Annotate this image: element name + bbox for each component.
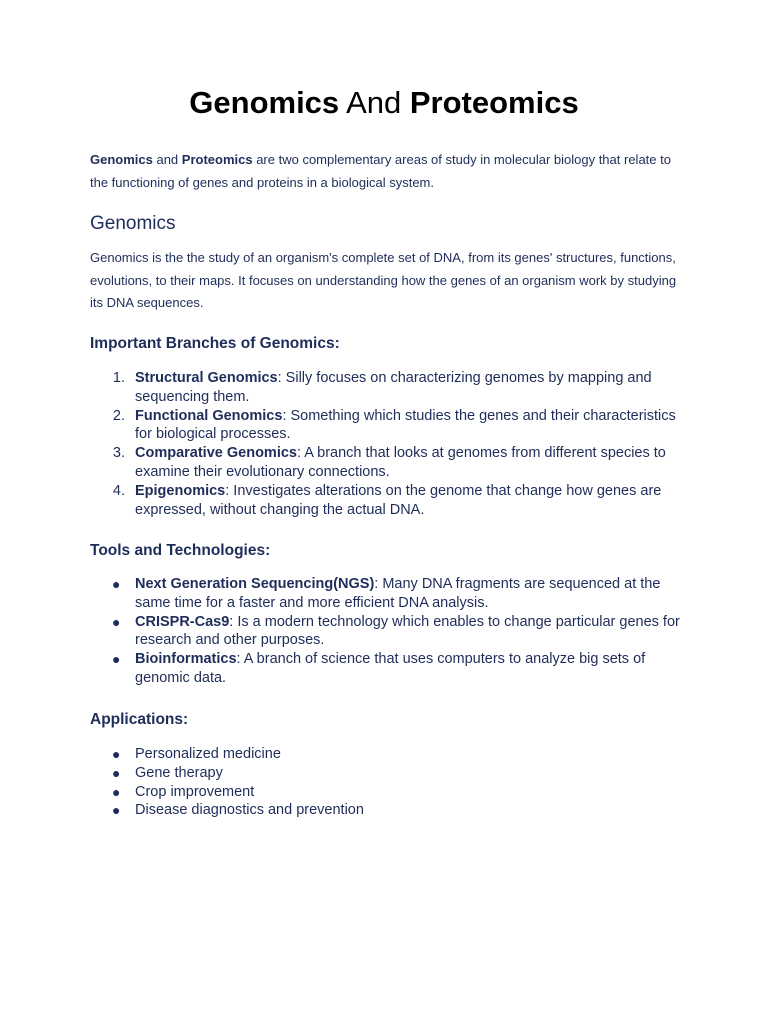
list-item-text: Personalized medicine (135, 746, 281, 762)
list-item-term: Epigenomics (135, 482, 226, 499)
title-genomics: Genomics (189, 85, 340, 120)
list-item-text: : Silly focuses on characterizing genomes by mapping and sequencing them. (135, 370, 652, 405)
bullet-icon: ● (112, 802, 121, 819)
list-item-term: Comparative Genomics (135, 445, 297, 462)
list-marker: 2. (112, 407, 125, 424)
list-marker: 4. (112, 482, 125, 499)
list-item (90, 613, 680, 651)
list-item-term: Functional Genomics (135, 407, 283, 424)
list-item-term: Next Generation Sequencing(NGS) (135, 576, 375, 592)
bullet-icon: ● (112, 783, 121, 800)
intro-term-proteomics: Proteomics (181, 152, 253, 167)
bullet-icon: ● (112, 764, 121, 781)
list-item (90, 575, 680, 613)
list-item (90, 764, 680, 783)
list-item (90, 801, 680, 820)
list-item-term: Bioinformatics (135, 651, 237, 668)
branches-heading: Important Branches of Genomics: (90, 335, 340, 352)
list-item-term: CRISPR-Cas9 (135, 613, 230, 630)
list-item-text: : Is a modern technology which enables to change particular genes for research and other purposes. (135, 613, 680, 649)
list-item (90, 745, 680, 764)
page-title (0, 84, 768, 122)
bullet-icon: ● (112, 576, 121, 592)
list-item (90, 369, 680, 407)
list-item-text: : Many DNA fragments are sequenced at the same time for a faster and more efficient DNA analysis. (135, 576, 661, 611)
tools-list (90, 575, 680, 688)
applications-list (90, 745, 680, 820)
list-item-text: Disease diagnostics and prevention (135, 802, 364, 819)
applications-heading: Applications: (90, 711, 189, 728)
list-item-text: Crop improvement (135, 783, 255, 800)
list-item-text: : A branch that looks at genomes from different species to examine their evolutionary connections. (135, 445, 666, 480)
intro-paragraph (90, 148, 680, 194)
list-item (90, 783, 680, 802)
intro-rest: are two complementary areas of study in molecular biology that relate to the functioning of genes and proteins in a biological system. (90, 152, 671, 190)
list-item-term: Structural Genomics (135, 370, 278, 386)
list-item (90, 650, 680, 688)
list-item (90, 444, 680, 482)
genomics-heading: Genomics (90, 213, 176, 234)
bullet-icon: ● (112, 613, 121, 630)
intro-and: and (152, 152, 182, 167)
list-item (90, 482, 680, 520)
bullet-icon: ● (112, 651, 121, 668)
list-item-text: : A branch of science that uses computers to analyze big sets of genomic data. (135, 651, 646, 686)
list-marker: 3. (112, 445, 125, 462)
list-item-text: Gene therapy (135, 764, 223, 781)
bullet-icon: ● (112, 746, 121, 762)
intro-term-genomics: Genomics (90, 152, 153, 167)
title-proteomics: Proteomics (409, 85, 579, 120)
genomics-paragraph: Genomics is the the study of an organism's complete set of DNA, from its genes' structures, functions, evolutions, to their maps. It focuses on understanding how the genes of an organism work by studying its DNA sequences. (90, 250, 677, 310)
list-item-text: : Something which studies the genes and their characteristics for biological processes. (135, 407, 676, 443)
list-marker: 1. (112, 370, 125, 386)
title-and: And (339, 85, 410, 120)
branches-list (90, 369, 680, 519)
list-item (90, 407, 680, 445)
tools-heading: Tools and Technologies: (90, 542, 271, 559)
list-item-text: : Investigates alterations on the genome that change how genes are expressed, without changing the actual DNA. (135, 482, 662, 518)
